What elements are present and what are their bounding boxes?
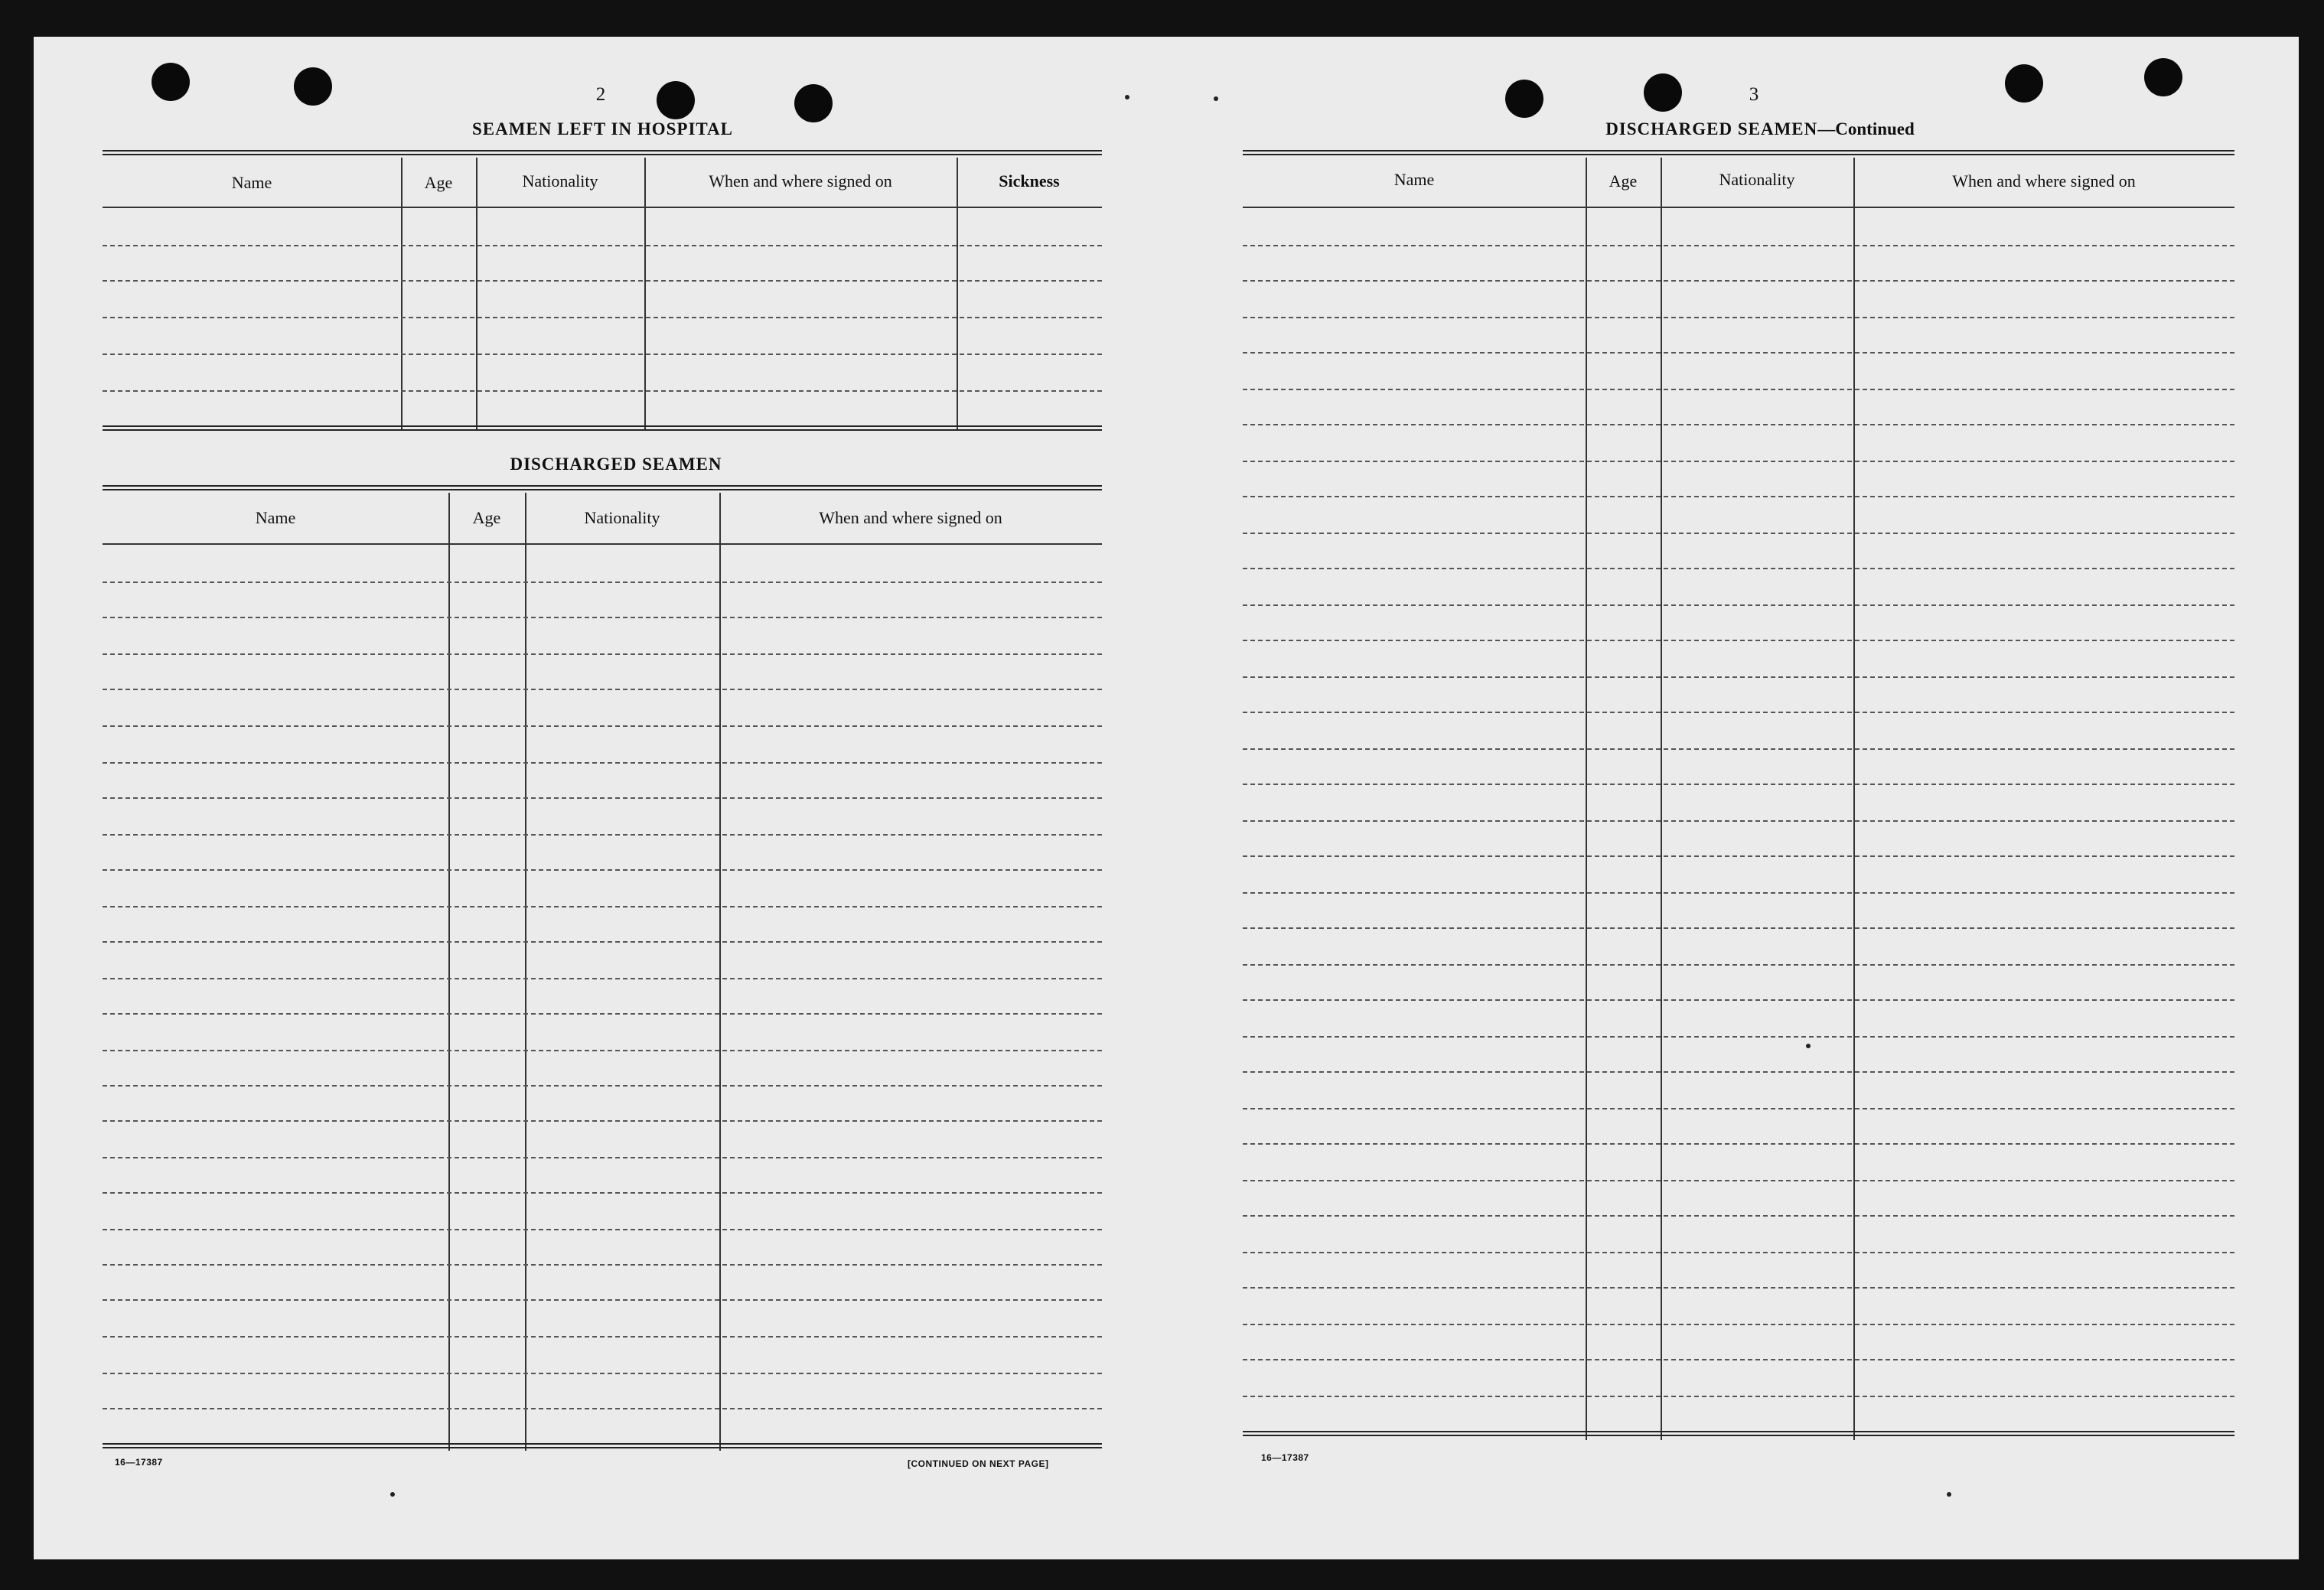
table-row (1243, 748, 2234, 750)
table-row (1243, 1252, 2234, 1253)
table-row (1243, 245, 2234, 246)
punch-hole (657, 81, 695, 119)
table-row (103, 1264, 1102, 1266)
section-title-discharged: DISCHARGED SEAMEN (510, 455, 722, 474)
column-header-signed-on: When and where signed on (819, 508, 1002, 527)
table-row (103, 978, 1102, 979)
table-row (103, 1157, 1102, 1158)
table-row (103, 617, 1102, 618)
table-row (103, 354, 1102, 355)
column-header-sickness: Sickness (999, 171, 1060, 191)
column-header-name: Name (255, 508, 296, 527)
table-row (1243, 1324, 2234, 1325)
table-row (1243, 855, 2234, 857)
table-row (103, 653, 1102, 655)
section-title-hospital: SEAMEN LEFT IN HOSPITAL (471, 119, 734, 138)
table-row (1243, 1180, 2234, 1181)
table-row (103, 1299, 1102, 1301)
table-row (1243, 1108, 2234, 1109)
table-row (1243, 533, 2234, 534)
table-row (103, 1192, 1102, 1194)
table-row (103, 317, 1102, 318)
table-row (103, 1336, 1102, 1337)
table-row (103, 1085, 1102, 1087)
table-row (103, 245, 1102, 246)
table-row (1243, 1215, 2234, 1217)
table-row (1243, 352, 2234, 354)
table-row (1243, 280, 2234, 282)
table-row (103, 390, 1102, 392)
table-row (103, 582, 1102, 583)
ink-speck (1947, 1492, 1951, 1497)
ink-speck (1806, 1044, 1811, 1048)
table-row (103, 1373, 1102, 1374)
table-row (1243, 676, 2234, 678)
table-row (103, 1013, 1102, 1015)
table-row (103, 1120, 1102, 1122)
page-number: 3 (1749, 84, 1759, 105)
table-row (1243, 604, 2234, 606)
table-row (103, 906, 1102, 907)
table-row (103, 834, 1102, 836)
ink-speck (390, 1492, 395, 1497)
table-row (1243, 820, 2234, 822)
table-row (103, 1229, 1102, 1230)
table-row (1243, 568, 2234, 569)
table-row (1243, 1396, 2234, 1397)
continued-note: [CONTINUED ON NEXT PAGE] (908, 1458, 1049, 1469)
table-row (1243, 964, 2234, 966)
punch-hole (1505, 80, 1543, 118)
ink-speck (1125, 95, 1129, 99)
discharged-table-left (103, 485, 1102, 1451)
table-row (1243, 389, 2234, 390)
table-row (1243, 1071, 2234, 1073)
column-header-name: Name (1393, 170, 1435, 189)
table-row (103, 797, 1102, 799)
table-row (1243, 712, 2234, 713)
punch-hole (294, 67, 332, 106)
table-row (1243, 1143, 2234, 1145)
table-row (1243, 424, 2234, 425)
column-header-age: Age (472, 508, 501, 527)
form-number: 16—17387 (1261, 1452, 1309, 1463)
table-row (1243, 927, 2234, 929)
hospital-table (103, 150, 1102, 433)
table-row (1243, 640, 2234, 641)
punch-hole (2005, 64, 2043, 103)
table-row (103, 280, 1102, 282)
table-row (1243, 999, 2234, 1001)
table-row (1243, 892, 2234, 894)
page-number: 2 (595, 84, 606, 105)
column-header-nationality: Nationality (1719, 170, 1795, 189)
table-row (1243, 317, 2234, 318)
table-row (103, 869, 1102, 871)
column-header-nationality: Nationality (522, 171, 598, 191)
section-title-discharged-continued (1576, 119, 1944, 139)
column-header-signed-on: When and where signed on (1952, 171, 2136, 191)
table-row (103, 762, 1102, 764)
column-header-name: Name (231, 173, 272, 192)
table-row (1243, 461, 2234, 462)
column-header-nationality: Nationality (584, 508, 660, 527)
discharged-table-right (1243, 150, 2234, 1440)
punch-hole (2144, 58, 2182, 96)
table-row (103, 941, 1102, 943)
punch-hole (1644, 73, 1682, 112)
table-row (1243, 1359, 2234, 1360)
column-header-age: Age (1609, 171, 1638, 191)
ink-speck (1214, 96, 1218, 101)
table-row (1243, 496, 2234, 497)
section-title-suffix: —Continued (1817, 119, 1915, 138)
table-row (1243, 1036, 2234, 1038)
column-header-signed-on: When and where signed on (709, 171, 892, 191)
form-number: 16—17387 (115, 1457, 163, 1468)
table-row (103, 725, 1102, 727)
table-row (103, 689, 1102, 690)
table-row (1243, 1287, 2234, 1289)
table-row (103, 1050, 1102, 1051)
table-row (103, 1408, 1102, 1409)
column-header-age: Age (424, 173, 453, 192)
section-title: DISCHARGED SEAMEN (1605, 119, 1818, 138)
punch-hole (794, 84, 833, 122)
table-row (1243, 784, 2234, 785)
punch-hole (152, 63, 190, 101)
